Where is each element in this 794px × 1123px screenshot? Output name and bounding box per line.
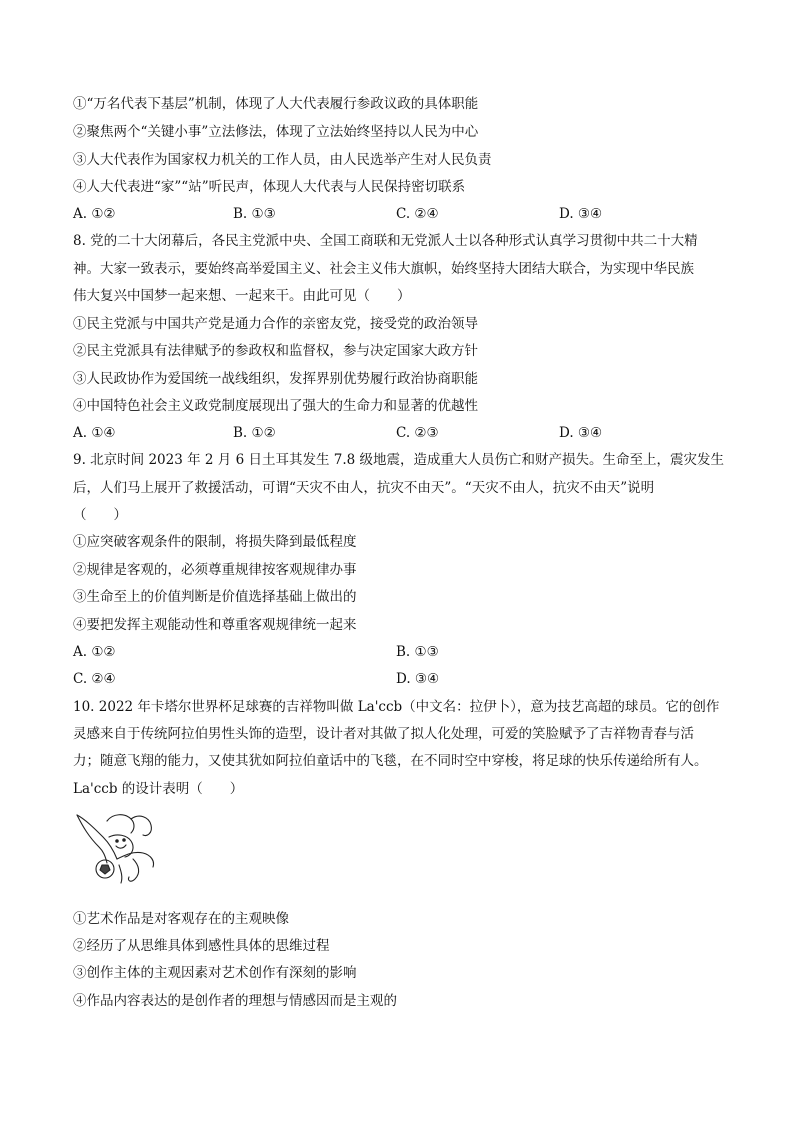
q7-option-c: C. ②④ [396, 206, 439, 222]
q9-option-d: D. ③④ [396, 671, 440, 687]
q7-option-b: B. ①③ [233, 206, 276, 222]
eye-left [116, 840, 118, 842]
q9-stem-line-2: 后，人们马上展开了救援活动，可谓“天灾不由人，抗灾不由天”。“天灾不由人，抗灾不由天”说明 [73, 480, 655, 496]
q9-options-row-2 [73, 670, 733, 688]
headdress-edge [77, 815, 117, 859]
football-patch [100, 865, 110, 874]
q9-option-a: A. ①② [73, 644, 116, 660]
q9-option-b: B. ①③ [396, 644, 439, 660]
q9-statement-2: ②规律是客观的，必须尊重规律按客观规律办事 [73, 562, 357, 578]
q9-option-c: C. ②④ [73, 671, 116, 687]
q7-statement-3: ③人大代表作为国家权力机关的工作人员，由人民选举产生对人民负责 [73, 152, 492, 168]
q10-statement-4: ④作品内容表达的是创作者的理想与情感因而是主观的 [73, 993, 397, 1009]
q8-statement-3: ③人民政协作为爱国统一战线组织，发挥界别优势履行政治协商职能 [73, 371, 478, 387]
q10-statement-2: ②经历了从思维具体到感性具体的思维过程 [73, 938, 330, 954]
q7-statement-1: ①“万名代表下基层”机制，体现了人大代表履行参政议政的具体职能 [73, 96, 479, 112]
q8-statement-2: ②民主党派具有法律赋予的参政权和监督权，参与决定国家大政方针 [73, 343, 478, 359]
q9-statement-4: ④要把发挥主观能动性和尊重客观规律统一起来 [73, 617, 357, 633]
q7-options [73, 205, 733, 223]
cloth-line [119, 865, 122, 883]
smile [116, 845, 126, 848]
q8-stem-line-3: 伟大复兴中国梦一起来想、一起来干。由此可见（ ） [73, 288, 411, 304]
q10-stem-line-3: 力；随意飞翔的能力，又使其犹如阿拉伯童话中的飞毯，在不同时空中穿梭，将足球的快乐传递给所有人。 [73, 753, 708, 769]
eye-right [123, 839, 125, 841]
q8-statement-1: ①民主党派与中国共产党是通力合作的亲密友党，接受党的政治领导 [73, 316, 478, 332]
q8-options [73, 424, 733, 442]
q8-statement-4: ④中国特色社会主义政党制度展现出了强大的生命力和显著的优越性 [73, 398, 478, 414]
q8-option-d: D. ③④ [559, 425, 603, 441]
q9-options-row-1 [73, 643, 733, 661]
head-outline [107, 815, 134, 833]
body-curve [117, 852, 154, 867]
q9-statement-1: ①应突破客观条件的限制，将损失降到最低程度 [73, 534, 357, 550]
q10-stem-line-4: La'ccb 的设计表明（ ） [73, 781, 244, 797]
q10-statement-1: ①艺术作品是对客观存在的主观映像 [73, 911, 289, 927]
headdress-fold [77, 815, 107, 863]
q9-statement-3: ③生命至上的价值判断是价值选择基础上做出的 [73, 589, 357, 605]
q7-option-a: A. ①② [73, 206, 116, 222]
q10-stem-line-1: 10. 2022 年卡塔尔世界杯足球赛的吉祥物叫做 La'ccb（中文名：拉伊卜），意为技艺高超的球员。它的创作 [73, 699, 720, 715]
q8-stem-line-1: 8. 党的二十大闭幕后，各民主党派中央、全国工商联和无党派人士以各种形式认真学习贯彻中共二十大精 [73, 233, 698, 249]
q8-option-b: B. ①② [233, 425, 276, 441]
mascot-drawing [73, 807, 159, 893]
q8-option-c: C. ②③ [396, 425, 439, 441]
q8-stem-line-2: 神。大家一致表示，要始终高举爱国主义、社会主义伟大旗帜，始终坚持大团结大联合，为实现中华民族 [73, 261, 694, 277]
mascot-illustration [73, 807, 159, 893]
cloth-tail [128, 859, 138, 881]
q7-statement-4: ④人大代表进“家”“站”听民声，体现人大代表与人民保持密切联系 [73, 179, 466, 195]
q9-stem-line-1: 9. 北京时间 2023 年 2 月 6 日土耳其发生 7.8 级地震，造成重大人员伤亡和财产损失。生命至上，震灾发生 [73, 452, 725, 468]
q8-option-a: A. ①④ [73, 425, 116, 441]
q7-statement-2: ②聚焦两个“关键小事”立法修法，体现了立法始终坚持以人民为中心 [73, 124, 479, 140]
q10-stem-line-2: 灵感来自于传统阿拉伯男性头饰的造型，设计者对其做了拟人化处理，可爱的笑脸赋予了吉祥物青春与活 [73, 726, 694, 742]
q7-option-d: D. ③④ [559, 206, 603, 222]
q9-stem-line-3: （ ） [73, 507, 127, 523]
q10-statement-3: ③创作主体的主观因素对艺术创作有深刻的影响 [73, 965, 357, 981]
